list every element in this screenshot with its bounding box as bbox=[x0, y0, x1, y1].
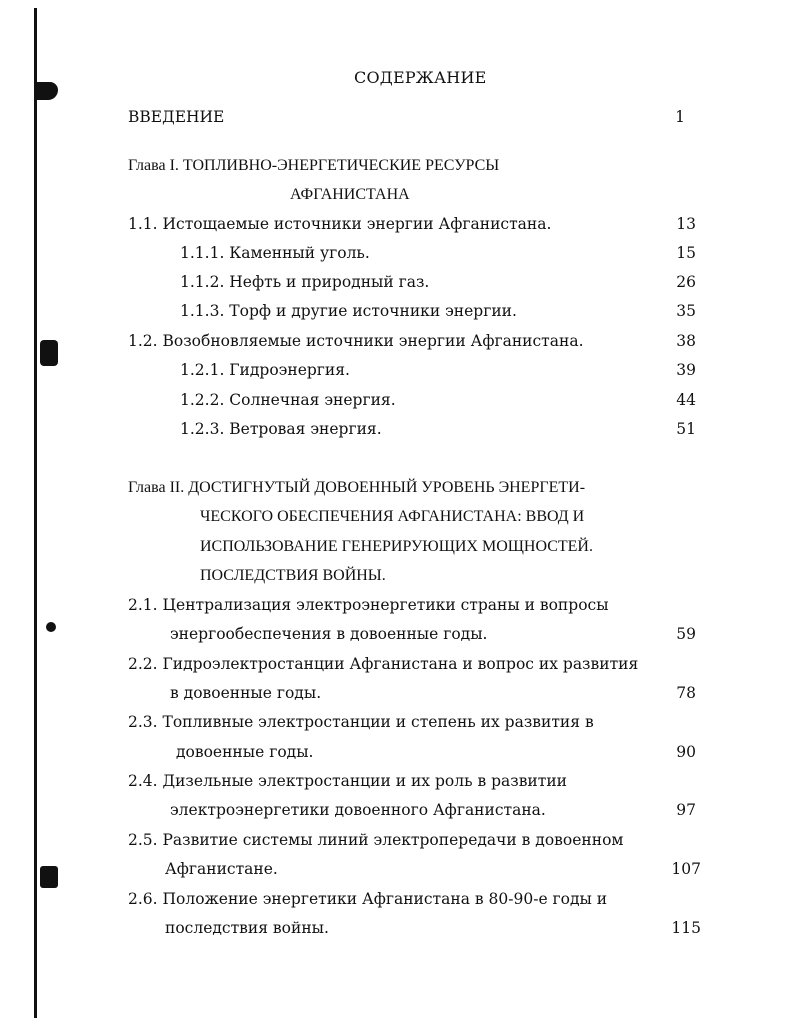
toc-entry-cont: в довоенные годы. bbox=[170, 684, 322, 702]
chapter1-heading-cont: АФГАНИСТАНА bbox=[290, 186, 410, 203]
toc-entry-page: 44 bbox=[676, 391, 696, 409]
toc-entry-page: 90 bbox=[676, 743, 696, 761]
toc-entry-cont: довоенные годы. bbox=[176, 743, 314, 761]
toc-entry-page: 39 bbox=[676, 361, 696, 379]
toc-entry-page: 15 bbox=[676, 244, 696, 262]
toc-entry: 1.1.2. Нефть и природный газ. bbox=[180, 273, 430, 291]
toc-entry-page: 107 bbox=[671, 860, 701, 878]
toc-entry: 1.1.3. Торф и другие источники энергии. bbox=[180, 302, 517, 320]
scan-blot bbox=[34, 82, 58, 100]
scan-blot bbox=[40, 866, 58, 888]
toc-entry: 2.2. Гидроэлектростанции Афганистана и вопрос их развития bbox=[128, 655, 639, 673]
toc-entry-page: 26 bbox=[676, 273, 696, 291]
toc-entry: 1.2.3. Ветровая энергия. bbox=[180, 420, 382, 438]
toc-entry-page: 35 bbox=[676, 302, 696, 320]
toc-entry: 1.2.2. Солнечная энергия. bbox=[180, 391, 396, 409]
intro-label: ВВЕДЕНИЕ bbox=[128, 108, 225, 126]
toc-entry-page: 13 bbox=[676, 215, 696, 233]
toc-entry-cont: энергообеспечения в довоенные годы. bbox=[170, 625, 488, 643]
toc-entry-cont: электроэнергетики довоенного Афганистана. bbox=[170, 801, 546, 819]
scan-blot bbox=[46, 622, 56, 632]
intro-page: 1 bbox=[675, 108, 685, 126]
toc-entry-page: 38 bbox=[676, 332, 696, 350]
chapter1-heading: Глава I. ТОПЛИВНО-ЭНЕРГЕТИЧЕСКИЕ РЕСУРСЫ bbox=[128, 157, 500, 174]
toc-entry-page: 97 bbox=[676, 801, 696, 819]
toc-entry: 1.2.1. Гидроэнергия. bbox=[180, 361, 350, 379]
toc-entry-page: 59 bbox=[676, 625, 696, 643]
toc-entry-page: 115 bbox=[671, 919, 701, 937]
toc-entry: 2.5. Развитие системы линий электропередачи в довоенном bbox=[128, 831, 624, 849]
chapter2-heading-cont: ИСПОЛЬЗОВАНИЕ ГЕНЕРИРУЮЩИХ МОЩНОСТЕЙ. bbox=[200, 538, 593, 555]
toc-entry: 2.4. Дизельные электростанции и их роль в развитии bbox=[128, 772, 568, 790]
toc-entry-cont: последствия войны. bbox=[165, 919, 329, 937]
toc-entry: 2.1. Централизация электроэнергетики страны и вопросы bbox=[128, 596, 609, 614]
chapter2-heading-cont: ЧЕСКОГО ОБЕСПЕЧЕНИЯ АФГАНИСТАНА: ВВОД И bbox=[200, 508, 585, 525]
toc-entry: 1.1. Истощаемые источники энергии Афганистана. bbox=[128, 215, 552, 233]
toc-entry: 2.3. Топливные электростанции и степень их развития в bbox=[128, 713, 594, 731]
scan-blot bbox=[40, 340, 58, 366]
scan-margin-line bbox=[34, 8, 37, 1018]
page-title: СОДЕРЖАНИЕ bbox=[354, 68, 487, 87]
toc-entry: 1.2. Возобновляемые источники энергии Афганистана. bbox=[128, 332, 584, 350]
chapter2-heading-cont: ПОСЛЕДСТВИЯ ВОЙНЫ. bbox=[200, 567, 386, 584]
toc-entry: 2.6. Положение энергетики Афганистана в 80-90-е годы и bbox=[128, 890, 608, 908]
toc-entry-page: 78 bbox=[676, 684, 696, 702]
chapter2-heading: Глава II. ДОСТИГНУТЫЙ ДОВОЕННЫЙ УРОВЕНЬ ЭНЕРГЕТИ- bbox=[128, 479, 586, 496]
toc-entry-page: 51 bbox=[676, 420, 696, 438]
toc-entry-cont: Афганистане. bbox=[165, 860, 278, 878]
toc-entry: 1.1.1. Каменный уголь. bbox=[180, 244, 370, 262]
